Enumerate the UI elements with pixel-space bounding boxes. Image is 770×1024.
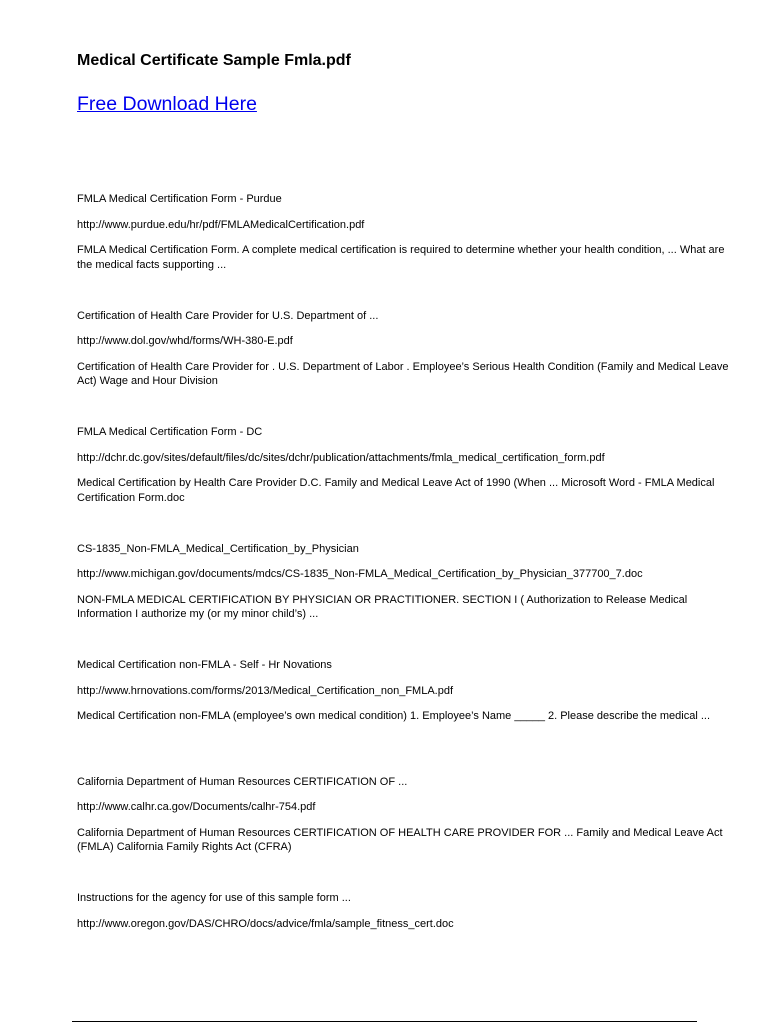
result-url: http://www.hrnovations.com/forms/2013/Medical_Certification_non_FMLA.pdf [77, 684, 454, 697]
result-url: http://www.purdue.edu/hr/pdf/FMLAMedicalCertification.pdf [77, 218, 365, 231]
result-url: http://www.oregon.gov/DAS/CHRO/docs/advice/fmla/sample_fitness_cert.doc [77, 917, 454, 930]
result-title: Certification of Health Care Provider for U.S. Department of ... [77, 309, 379, 322]
result-item [77, 192, 737, 309]
result-url: http://www.calhr.ca.gov/Documents/calhr-754.pdf [77, 801, 316, 813]
page-title: Medical Certificate Sample Fmla.pdf [77, 52, 351, 69]
result-item [77, 891, 737, 1008]
footer-divider [72, 1021, 697, 1022]
result-snippet: Medical Certification by Health Care Provider D.C. Family and Medical Leave Act of 1990 (When ... Microsoft Word - FMLA Medical Certification Form.doc [77, 477, 715, 504]
result-item [77, 658, 737, 775]
result-title: Medical Certification non-FMLA - Self - Hr Novations [77, 659, 332, 671]
result-item [77, 542, 737, 659]
result-item [77, 425, 737, 542]
result-item [77, 775, 737, 892]
result-item [77, 309, 737, 426]
result-snippet: FMLA Medical Certification Form. A complete medical certification is required to determine whether your health condition, ... What are the medical facts supporting ... [77, 244, 725, 271]
results-list [77, 192, 737, 1008]
result-snippet: Certification of Health Care Provider for . U.S. Department of Labor . Employee’s Serious Health Condition (Family and Medical Leave Act) Wage and Hour Division [77, 360, 729, 387]
result-url: http://www.dol.gov/whd/forms/WH-380-E.pdf [77, 335, 293, 347]
result-url: http://dchr.dc.gov/sites/default/files/dc/sites/dchr/publication/attachments/fmla_medical_certification_form.pdf [77, 451, 605, 464]
free-download-link[interactable]: Free Download Here [77, 93, 257, 115]
result-url: http://www.michigan.gov/documents/mdcs/CS-1835_Non-FMLA_Medical_Certification_by_Physician_377700_7.doc [77, 568, 643, 580]
result-title: Instructions for the agency for use of this sample form ... [77, 892, 351, 904]
result-title: CS-1835_Non-FMLA_Medical_Certification_by_Physician [77, 542, 359, 555]
result-snippet: NON-FMLA MEDICAL CERTIFICATION BY PHYSICIAN OR PRACTITIONER. SECTION I ( Authorization to Release Medical Information I authorize my (or my minor child’s) ... [77, 593, 688, 620]
result-title: FMLA Medical Certification Form - Purdue [77, 193, 282, 205]
result-snippet: Medical Certification non-FMLA (employee’s own medical condition) 1. Employee’s Name _____ 2. Please describe the medical ... [77, 710, 711, 722]
result-title: California Department of Human Resources CERTIFICATION OF ... [77, 775, 408, 788]
result-title: FMLA Medical Certification Form - DC [77, 426, 263, 438]
result-snippet: California Department of Human Resources CERTIFICATION OF HEALTH CARE PROVIDER FOR ... Family and Medical Leave Act (FMLA) California Family Rights Act (CFRA) [77, 826, 723, 853]
